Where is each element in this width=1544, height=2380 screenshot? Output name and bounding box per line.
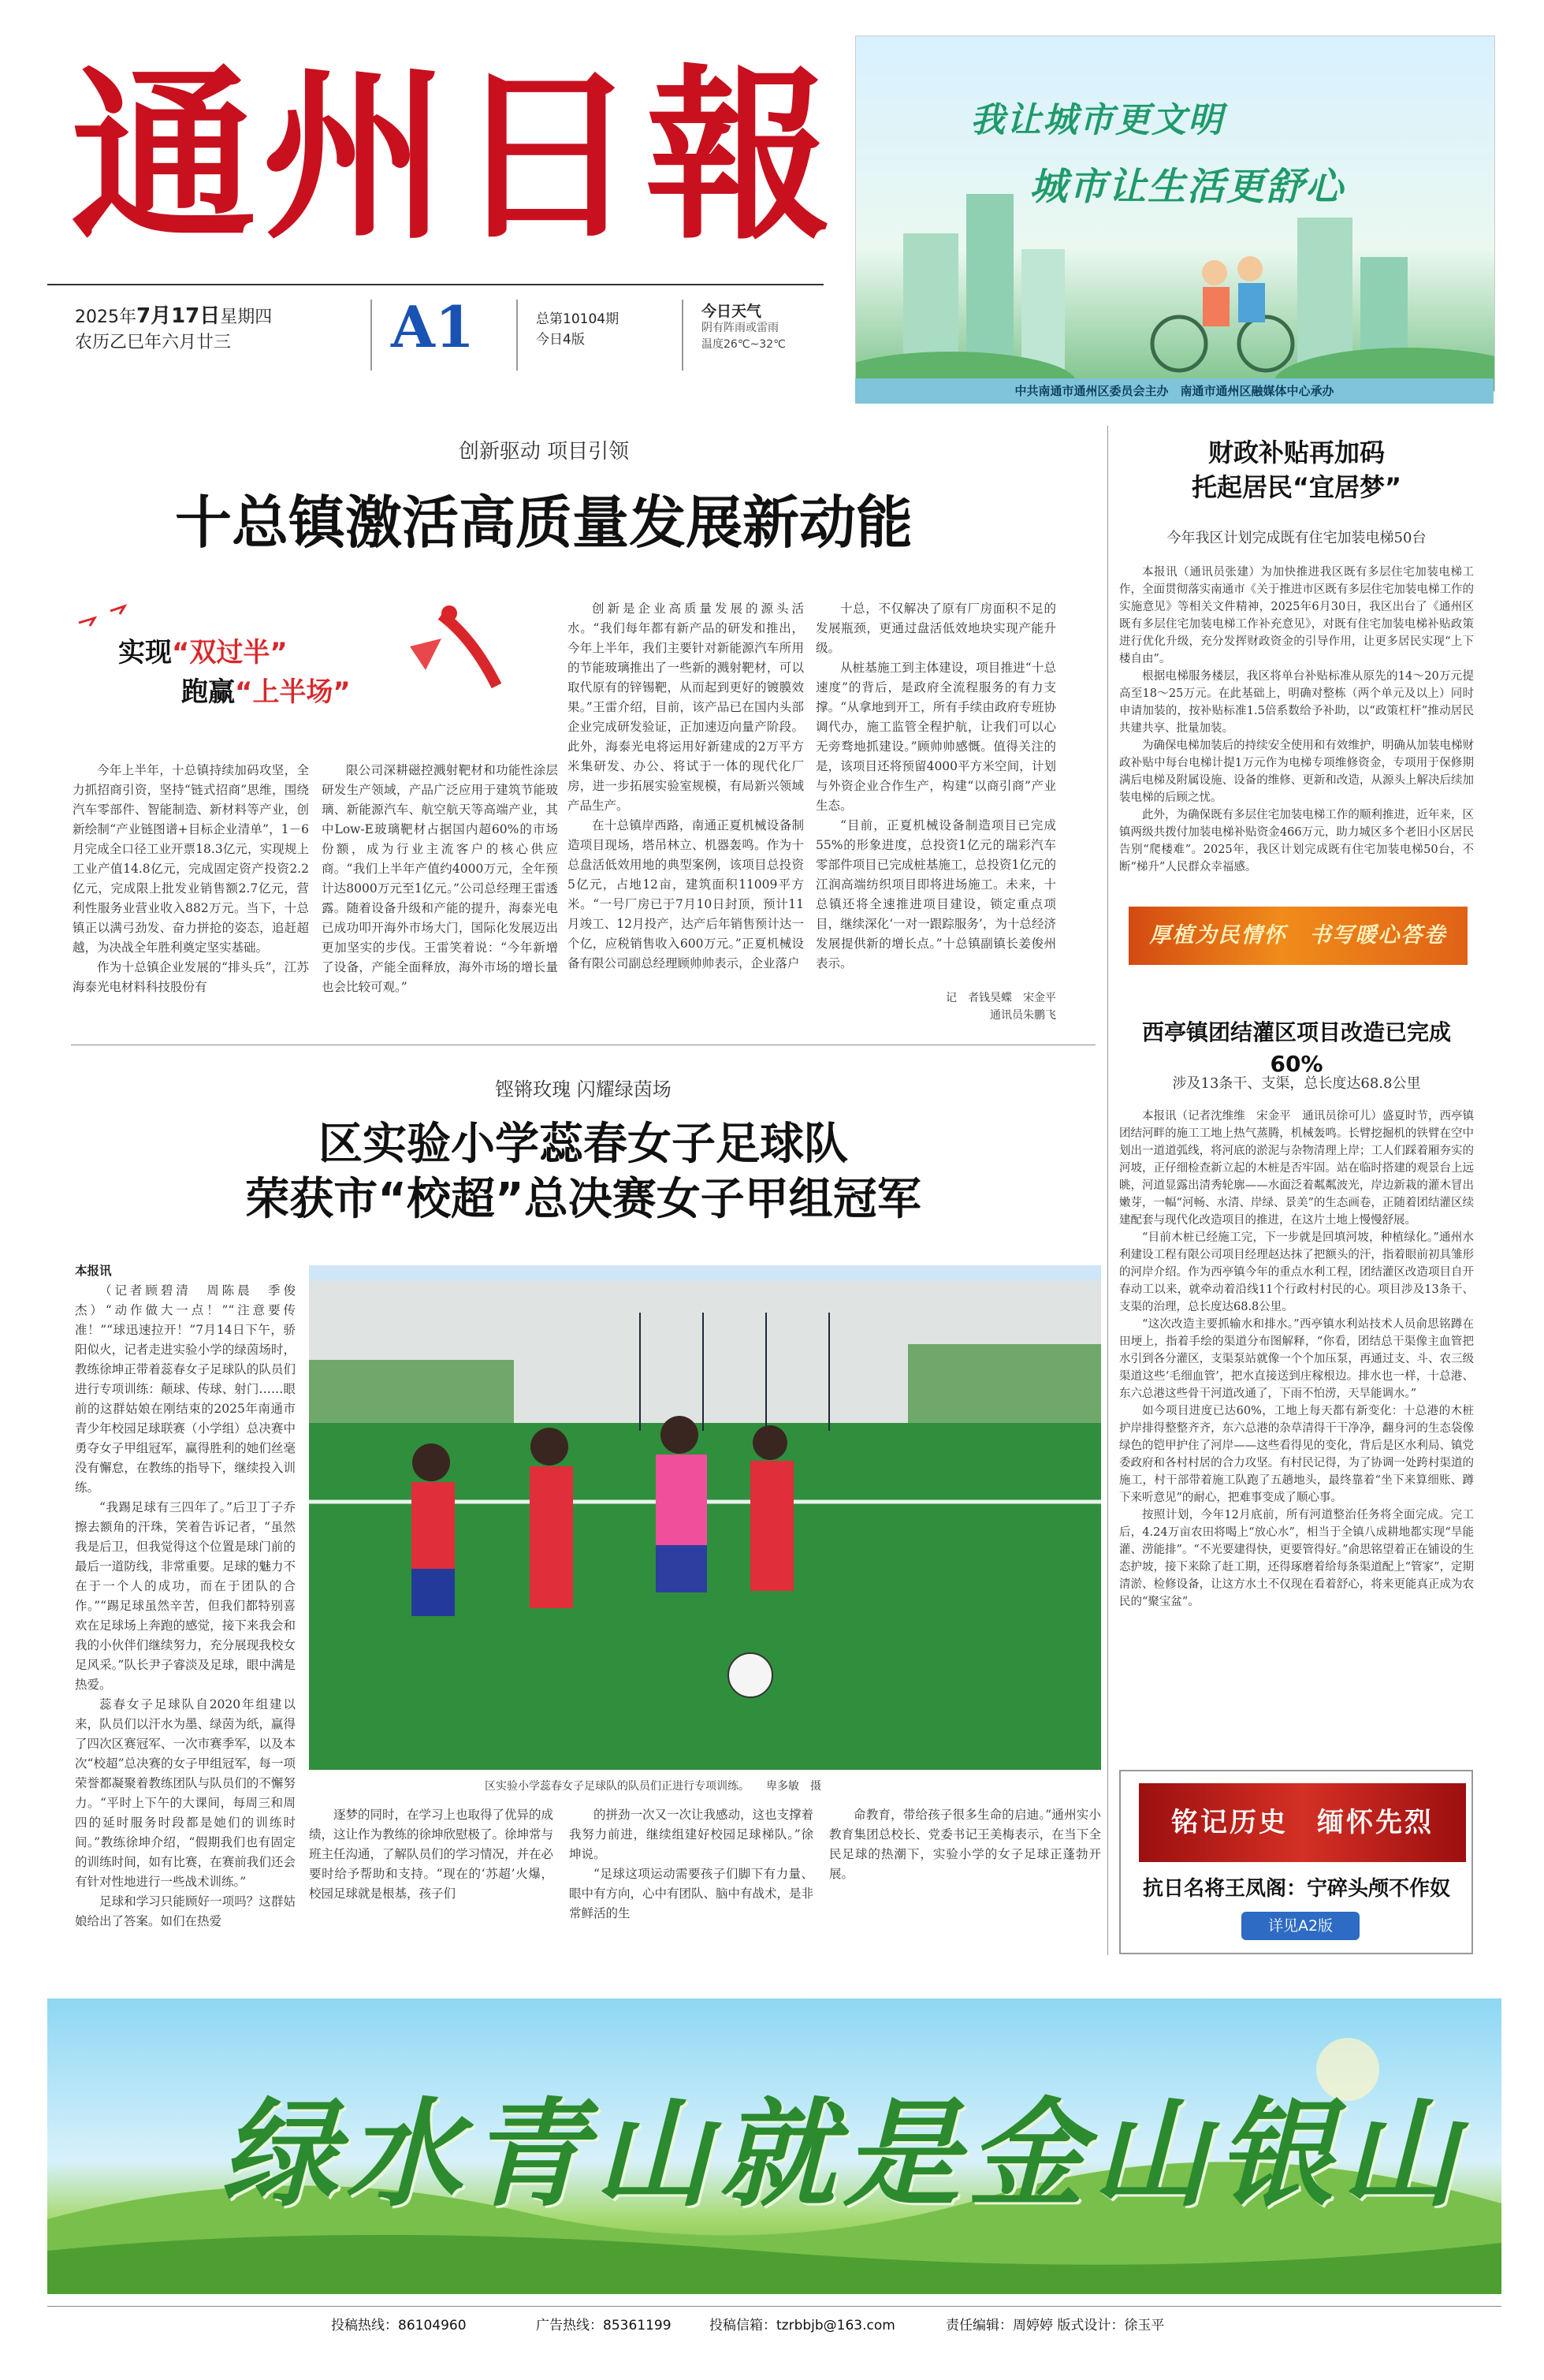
footer-email: 投稿信箱：tzrbbjb@163.com <box>709 2318 895 2333</box>
lunar-date: 农历乙巳年六月廿三 <box>75 333 232 352</box>
fiscal-headline-2: 托起居民“宜居梦” <box>1191 472 1402 502</box>
pages-today: 今日4版 <box>536 332 585 348</box>
irrigation-body: 本报讯（记者沈维维 宋金平 通讯员徐可儿）盛夏时节，西亭镇团结河畔的施工工地上热气蒸腾，机械轰鸣。长臂挖掘机的铁臂在空中划出一道道弧线，将河底的淤泥与杂物清理上岸；工人们踩着厢夯实的河坡，正仔细检查新立起的木桩是否牢固。站在临时搭建的观景台上远眺，河道显露出清秀轮廓——水面泛着粼粼波光，岸边新栽的灌木冒出嫩芽，一幅“河畅、水清、岸绿、景美”的生态画卷，正随着团结灌区续建配套与现代化改造项目的推进，在这片土地上慢慢舒展。 “目前木桩已经施工完，下一步就是回填河坡，种植绿化。”通州水利建设工程有限公司项目经理赵达抹了把额头的汗，指着眼前初具雏形的河岸介绍。作为西亭镇今年的重点水利工程，团结灌区改造项目自开春动工以来，就牵动着沿线11个行政村村民的心。项目涉及13条干、支渠的治理，总长度达68.8公里。 “这次改造主要抓输水和排水。”西亭镇水利站技术人员俞思铭蹲在田埂上，指着手绘的渠道分布图解释，“你看，团结总干渠像主血管把水引到各分灌区，支渠泵站就像一个个加压泵，再通过支、斗、农三级渠道这些‘毛细血管’，把水直接送到庄稼根边。排水也一样，十总港、东六总港这些骨干河道改通了，下雨不怕涝，天旱能调水。” 如今项目进度已达60%，工地上每天都有新变化：十总港的木桩护岸排得整整齐齐，东六总港的杂草清得干干净净，翻身河的生态袋像绿色的铠甲护住了河岸——这些看得见的变化，背后是区水利局、镇党委政府和各村村居的合力攻坚。有村民记得，为了协调一处跨村渠道的施工，村干部带着施工队跑了五趟地头，最终靠着“坐下来算细账、蹲下来听意见”的耐心，把难事变成了顺心事。 按照计划，今年12月底前，所有河道整治任务将全面完成。完工后，4.24万亩农田将喝上“放心水”，相当于全镇八成耕地都实现“旱能灌、涝能排”。“不光要建得快，更要管得好。”俞思铭望着正在铺设的生态护坡，接下来除了赶工期，还得琢磨着给每条渠道配上“管家”，定期清淤、检修设备，让这方水土不仅现在看着舒心，将来更能真正成为农民的“聚宝盆”。 <box>1119 1110 1474 1608</box>
ecology-banner <box>47 1998 1501 2294</box>
weather-desc: 阴有阵雨或雷雨 <box>701 322 779 334</box>
banner-line-2: 城市让生活更舒心 <box>1029 165 1345 209</box>
fiscal-headline-1: 财政补贴再加码 <box>1207 438 1385 467</box>
header-sep-1 <box>370 300 372 371</box>
issue-number: 总第10104期 <box>536 311 619 327</box>
masthead-logo <box>63 32 835 268</box>
sports-col-2: 逐梦的同时，在学习上也取得了优异的成绩，这让作为教练的徐坤欣慰极了。徐坤常与班主任沟通，了解队员们的学习情况，并在必要时给予帮助和支持。“现在的‘苏超’火爆，校园足球就是根基，孩子们 <box>309 1808 553 1901</box>
motto-b: “双过半” <box>172 637 288 669</box>
main-headline: 十总镇激活高质量发展新动能 <box>174 490 913 556</box>
weather-temp: 温度26℃~32℃ <box>701 338 786 351</box>
fiscal-body: 本报讯（通讯员张建）为加快推进我区既有多层住宅加装电梯工作，全面贯彻落实南通市《关于推进市区既有多层住宅加装电梯工作的实施意见》等相关文件精神，2025年6月30日，我区出台了《通州区既有多层住宅加装电梯工作补充意见》，对既有住宅加装电梯补贴政策进行优化升级，充分发挥财政资金的引导作用，让更多居民实现“上下楼自由”。 根据电梯服务楼层，我区将单台补贴标准从原先的14～20万元提高至18～25万元。在此基础上，明确对整栋（两个单元及以上）同时申请加装的，按补贴标准1.5倍系数给予补助，以“政策杠杆”推动居民共建共享、批量加装。 为确保电梯加装后的持续安全使用和有效维护，明确从加装电梯财政补贴中每台电梯计提1万元作为电梯专项维修资金，专项用于保修期满后电梯及附属设施、设备的维修、更新和改造，从源头上解决后续加装电梯的后顾之忧。 此外，为确保既有多层住宅加装电梯工作的顺利推进，近年来，区镇两级共拨付加装电梯补贴资金466万元，助力城区多个老旧小区居民告别“爬楼难”。2025年，我区计划完成既有住宅加装电梯50台，不断“梯升”人民群众幸福感。 <box>1119 566 1474 873</box>
issue-block <box>536 309 619 350</box>
promo-title: 铭记历史 缅怀先烈 <box>1139 1783 1466 1862</box>
date-main: 7月17日 <box>136 304 221 328</box>
civility-banner <box>855 35 1495 392</box>
header-sep-3 <box>682 300 683 371</box>
main-kicker: 创新驱动 项目引领 <box>458 440 630 464</box>
date-year: 2025年 <box>75 307 136 327</box>
sports-headline-1: 区实验小学蕊春女子足球队 <box>318 1119 848 1170</box>
page-number: A1 <box>391 293 474 360</box>
sports-lead-tag: 本报讯 <box>75 1263 112 1278</box>
footer-editor: 责任编辑：周婷婷 版式设计：徐玉平 <box>946 2318 1165 2333</box>
banner-line-1: 我让城市更文明 <box>970 100 1224 140</box>
header-sep-2 <box>516 300 518 371</box>
masthead-divider <box>47 284 824 285</box>
football-photo <box>309 1265 1101 1770</box>
photo-caption-text: 区实验小学蕊春女子足球队的队员们正进行专项训练。 <box>485 1780 744 1793</box>
main-col-4: 十总，不仅解决了原有厂房面积不足的发展瓶颈，更通过盘活低效地块实现产能升级。 从桩基施工到主体建设，项目推进“十总速度”的背后，是政府全流程服务的有力支撑。“从拿地到开工，所有手续由政府专班协调代办，施工监管全程护航，让我们可以心无旁骛地抓建设。”顾帅帅感慨。值得关注的是，该项目还将预留4000平方米空间，计划与外资企业合作生产，构建“以商引商”产业生态。 “目前，正夏机械设备制造项目已完成55%的形象进度，总投资1亿元的瑞彩汽车零部件项目已完成桩基施工，总投资1亿元的江润高端纺织项目即将进场施工。未来，十总镇还将全速推进项目建设，锁定重点项目，继续深化‘一对一跟踪服务’，为十总经济发展提供新的增长点。”十总镇副镇长姜俊州表示。 <box>816 602 1056 970</box>
sports-kicker: 铿锵玫瑰 闪耀绿茵场 <box>495 1078 672 1101</box>
main-col-1: 今年上半年，十总镇持续加码攻坚，全力抓招商引资，坚持“链式招商”思维，围绕汽车零部件、智能制造、新材料等产业，创新绘制“产业链图谱+目标企业清单”，1－6月完成全口径工业开票18.3亿元，实现规上工业产值14.8亿元，完成固定资产投资2.2亿元，完成限上批发业销售额2.7亿元，营利性服务业营业收入882万元。当下，十总镇正以满弓劲发、奋力拼抢的姿态，追赶超越，为决战全年胜利奠定坚实基础。 作为十总镇企业发展的“排头兵”，江苏海泰光电材料科技股份有 <box>73 763 309 994</box>
irrigation-subhead: 涉及13条干、支渠，总长度达68.8公里 <box>1172 1075 1421 1092</box>
footer-divider <box>47 2306 1501 2307</box>
footer-ads: 广告热线：85361199 <box>536 2318 672 2333</box>
motto-line-1 <box>118 631 288 669</box>
irrigation-headline: 西亭镇团结灌区项目改造已完成60% <box>1141 1019 1451 1077</box>
main-col-2: 限公司深耕磁控溅射靶材和功能性涂层研发生产领域，产品广泛应用于建筑节能玻璃、新能源汽车、航空航天等高端产业，其中Low-E玻璃靶材占据国内超60%的市场份额，成为行业主流客户的核心供应商。“我们上半年产值约4000万元，全年预计达8000万元至1亿元。”公司总经理王雷透露。随着设备升级和产能的提升，海泰光电已成功叩开海外市场大门，国际化发展迈出更加坚实的步伐。王雷笑着说：“今年新增了设备，产能全面释放，海外市场的增长量也会比较可观。” <box>322 763 558 994</box>
photo-credit: 卑多敏 摄 <box>766 1780 821 1793</box>
ecology-slogan: 绿水青山就是金山银山 <box>221 2085 1466 2222</box>
promo-see-page-button[interactable]: 详见A2版 <box>1241 1912 1360 1940</box>
sponsor-bar: 中共南通市通州区委员会主办 南通市通州区融媒体中心承办 <box>855 378 1494 404</box>
fiscal-subhead: 今年我区计划完成既有住宅加装电梯50台 <box>1166 530 1427 546</box>
motto-graphic <box>71 599 520 710</box>
sports-col-4: 命教育，带给孩子很多生命的启迪。”通州实小教育集团总校长、党委书记王美梅表示，在当下全民足球的热潮下，实验小学的女子足球正蓬勃开展。 <box>829 1808 1101 1881</box>
slogan-banner: 厚植为民情怀 书写暖心答卷 <box>1129 907 1468 965</box>
promo-subtitle: 抗日名将王凤阁：宁碎头颅不作奴 <box>1142 1877 1450 1901</box>
sports-col-3: 的拼劲一次又一次让我感动，这也支撑着我努力前进，继续组建好校园足球梯队。”徐坤说。 “足球这项运动需要孩子们脚下有力量、眼中有方向，心中有团队、脑中有战术，是非常鲜活的生 <box>569 1808 813 1920</box>
weather-title: 今日天气 <box>701 303 762 320</box>
column-divider <box>1107 426 1108 1955</box>
motto-a: 实现 <box>118 637 172 669</box>
main-byline-2: 通讯员朱鹏飞 <box>990 1009 1056 1022</box>
city-illustration <box>856 36 1494 391</box>
sports-col-1: （记者顾碧清 周陈晨 季俊杰）“动作做大一点！”“注意要传准！”“球迅速拉开！”7月14日下午，骄阳似火，记者走进实验小学的绿茵场时，教练徐坤正带着蕊春女子足球队的队员们进行专项训练：颠球、传球、射门……眼前的这群姑娘在刚结束的2025年南通市青少年校园足球联赛（小学组）总决赛中勇夺女子甲组冠军，赢得胜利的她们丝毫没有懈怠，在教练的指导下，继续投入训练。 “我踢足球有三四年了。”后卫丁子乔擦去额角的汗珠，笑着告诉记者，“虽然我是后卫，但我觉得这个位置是球门前的最后一道防线，非常重要。足球的魅力不在于一个人的成功，而在于团队的合作。”“踢足球虽然辛苦，但我们都特别喜欢在足球场上奔跑的感觉，接下来我会和我的小伙伴们继续努力，充分展现我校女足风采。”队长尹子睿淡及足球，眼中满是热爱。 蕊春女子足球队自2020年组建以来，队员们以汗水为墨、绿茵为纸，赢得了四次区赛冠军、一次市赛季军，以及本次“校超”总决赛的女子甲组冠军，每一项荣誉都凝聚着教练团队与队员们的不懈努力。“平时上下午的大课间，每周三和周四的延时服务时段都是她们的训练时间。”教练徐坤介绍，“假期我们也有固定的训练时间，如有比赛，在赛前我们还会有针对性地进行一些战术训练。” 足球和学习只能顾好一项吗？这群姑娘给出了答案。如们在热爱 <box>75 1283 296 1928</box>
weather-block <box>701 304 786 353</box>
main-byline <box>816 989 1056 1024</box>
date-weekday: 星期四 <box>220 307 273 327</box>
main-byline-1: 记 者钱昊蝶 宋金平 <box>946 992 1056 1004</box>
date-block <box>75 304 272 356</box>
footer-hotline: 投稿热线：86104960 <box>331 2318 467 2333</box>
photo-caption <box>485 1778 821 1793</box>
motto-c: 跑赢 <box>181 676 235 708</box>
main-col-3: 创新是企业高质量发展的源头活水。“我们每年都有新产品的研发和推出，今年上半年，我们主要针对新能源汽车所用的节能玻璃推出了一些新的溅射靶材，可以取代原有的锌锡靶，从而起到更好的镀膜效果。”王雷介绍，目前，该产品已在国内头部企业完成研发验证，正加速迈向量产阶段。此外，海泰光电将运用好新建成的2万平方米集研发、办公、将试于一体的现代化厂房，进一步拓展实验室规模，有局新兴领域产品生产。 在十总镇岸西路，南通正夏机械设备制造项目现场，塔吊林立、机器轰鸣。作为十总盘活低效用地的典型案例，该项目总投资5亿元，占地12亩，建筑面积11009平方米。“一号厂房已于7月10日封顶，预计11月竣工、12月投产，达产后年销售预计达一个亿，应税销售收入600万元。”正夏机械设备有限公司副总经理顾帅帅表示，企业落户 <box>567 602 804 970</box>
sports-headline-2: 荣获市“校超”总决赛女子甲组冠军 <box>245 1174 921 1225</box>
motto-d: “上半场” <box>235 676 351 708</box>
footer <box>47 2314 1501 2337</box>
masthead-logo-text: 通州日報 <box>71 47 835 265</box>
motto-line-2 <box>181 670 351 709</box>
